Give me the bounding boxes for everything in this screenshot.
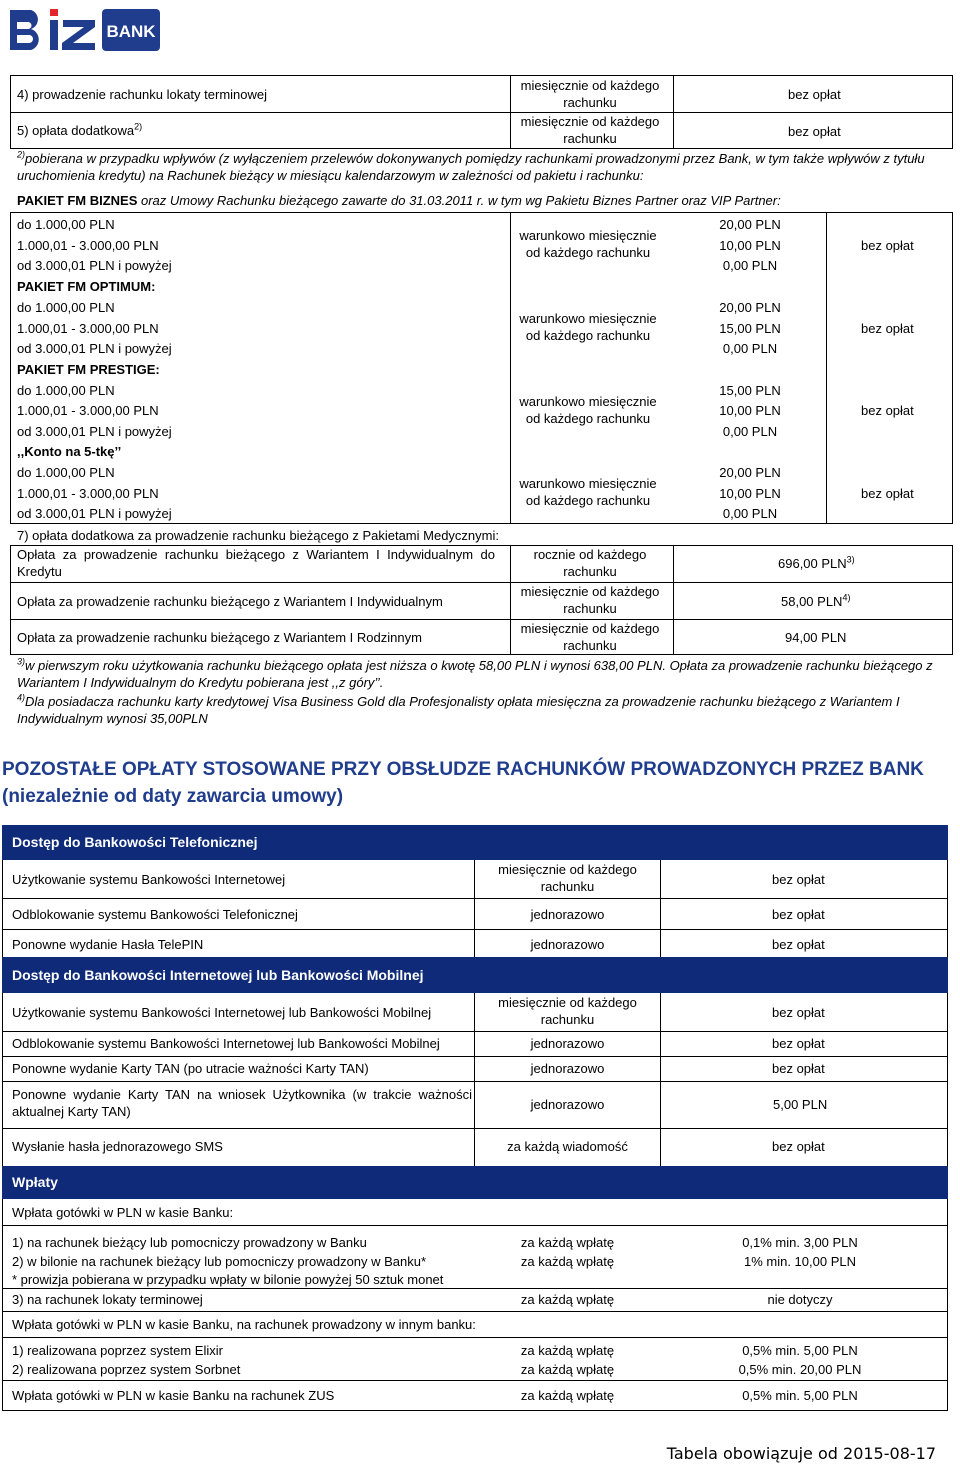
int-row3-frequency: jednorazowo (530, 1061, 605, 1076)
deposit-row1-frequency: za każdą wpłatę (520, 1235, 615, 1250)
pkg3-tier1: do 1.000,00 PLN (17, 383, 115, 398)
pkg4-amount1: 20,00 PLN (719, 465, 781, 480)
medical-row1-amount: 696,00 PLN$^{3)}$ (778, 554, 855, 571)
pkg4-tier3: od 3.000,01 PLN i powyżej (17, 506, 172, 521)
int-row2-fee: bez opłat (772, 1036, 825, 1051)
medical-heading: 7) opłata dodatkowa za prowadzenie rachunku bieżącego z Pakietami Medycznymi: (17, 528, 499, 543)
pkg3-amount3: 0,00 PLN (722, 424, 778, 439)
tel-row3-label: Ponowne wydanie Hasła TelePIN (12, 937, 204, 952)
validity-footer: Tabela obowiązuje od 2015-08-17 (666, 1444, 936, 1463)
deposit-row2-label: 2) w bilonie na rachunek bieżący lub pomocniczy prowadzony w Banku* (12, 1254, 427, 1269)
medical-row3-label: Opłata za prowadzenie rachunku bieżącego z Wariantem I Rodzinnym (17, 630, 422, 645)
pkg1-amount1: 20,00 PLN (719, 217, 781, 232)
pkg2-amount3: 0,00 PLN (722, 341, 778, 356)
pkg3-name: PAKIET FM PRESTIGE: (17, 362, 160, 377)
int-row5-fee: bez opłat (772, 1139, 825, 1154)
pkg2-tier3: od 3.000,01 PLN i powyżej (17, 341, 172, 356)
pkg4-fee: bez opłat (861, 486, 914, 501)
pkg2-frequency: warunkowo miesięcznie od każdego rachunku (519, 311, 657, 343)
pkg2-tier1: do 1.000,00 PLN (17, 300, 115, 315)
tel-row2-fee: bez opłat (772, 907, 825, 922)
int-row2-label: Odblokowanie systemu Bankowości Internetowej lub Bankowości Mobilnej (12, 1036, 440, 1051)
medical-row3-frequency: miesięcznie od każdego rachunku (520, 621, 660, 653)
deposit-other-row2-fee: 0,5% min. 20,00 PLN (738, 1362, 862, 1377)
tel-row3-fee: bez opłat (772, 937, 825, 952)
pkg4-amount3: 0,00 PLN (722, 506, 778, 521)
row4-frequency: miesięcznie od każdego rachunku (520, 78, 660, 110)
section-phone-banking: Dostęp do Bankowości Telefonicznej (2, 825, 948, 860)
footnote-2: $^{2)}$pobierana w przypadku wpływów (z wyłączeniem przelewów dokonywanych pomiędzy rachunkami prowadzonymi przez Bank, w tym także wpływów z tytułu uruchomienia kredytu) na Rachunek bieżący w miesiącu kalendarzowym w zależności od pakietu i rachunku: (17, 149, 925, 183)
svg-text:BANK: BANK (106, 22, 156, 41)
medical-row2-amount: 58,00 PLN$^{4)}$ (781, 592, 851, 609)
deposit-zus-frequency: za każdą wpłatę (520, 1388, 615, 1403)
section-heading-line2: (niezależnie od daty zawarcia umowy) (2, 786, 344, 807)
pkg1-frequency: warunkowo miesięcznie od każdego rachunku (519, 228, 657, 260)
tel-row1-label: Użytkowanie systemu Bankowości Internetowej (12, 872, 286, 887)
pkg2-fee: bez opłat (861, 321, 914, 336)
pkg3-fee: bez opłat (861, 403, 914, 418)
int-row1-frequency: miesięcznie od każdego rachunku (498, 995, 637, 1027)
medical-row1-label: Opłata za prowadzenie rachunku bieżącego z Wariantem I Indywidualnym do Kredytu (17, 547, 495, 579)
biznes-heading: PAKIET FM BIZNES oraz Umowy Rachunku bieżącego zawarte do 31.03.2011 r. w tym wg Pakietu Biznes Partner oraz VIP Partner: (17, 193, 781, 208)
section-heading (2, 756, 947, 810)
pkg3-tier3: od 3.000,01 PLN i powyżej (17, 424, 172, 439)
deposit-other-row2-label: 2) realizowana poprzez system Sorbnet (12, 1362, 241, 1377)
deposit-row3-label: 3) na rachunek lokaty terminowej (12, 1292, 203, 1307)
pkg3-amount1: 15,00 PLN (719, 383, 781, 398)
pkg1-tier2: 1.000,01 - 3.000,00 PLN (17, 238, 159, 253)
pkg2-tier2: 1.000,01 - 3.000,00 PLN (17, 321, 159, 336)
deposit-other-row1-fee: 0,5% min. 5,00 PLN (742, 1343, 858, 1358)
deposit-row1-label: 1) na rachunek bieżący lub pomocniczy prowadzony w Banku (12, 1235, 367, 1250)
medical-row2-label: Opłata za prowadzenie rachunku bieżącego z Wariantem I Indywidualnym (17, 594, 443, 609)
section-heading-line1: POZOSTAŁE OPŁATY STOSOWANE PRZY OBSŁUDZE RACHUNKÓW PROWADZONYCH PRZEZ BANK (2, 759, 924, 780)
int-row5-label: Wysłanie hasła jednorazowego SMS (12, 1139, 223, 1154)
deposit-note: * prowizja pobierana w przypadku wpłaty w bilonie powyżej 50 sztuk monet (12, 1272, 444, 1287)
medical-row3-amount: 94,00 PLN (785, 630, 847, 645)
footnote-4: $^{4)}$Dla posiadacza rachunku karty kredytowej Visa Business Gold dla Profesjonalisty opłata miesięczna za prowadzenie rachunku bieżącego z Wariantem I Indywidualnym wynosi 35,00PLN (17, 692, 900, 726)
deposit-sub2: Wpłata gotówki w PLN w kasie Banku, na rachunek prowadzony w innym banku: (12, 1317, 476, 1332)
row4-fee: bez opłat (788, 87, 841, 102)
tel-row1-fee: bez opłat (772, 872, 825, 887)
pkg1-amount3: 0,00 PLN (722, 258, 778, 273)
deposit-sub1: Wpłata gotówki w PLN w kasie Banku: (12, 1205, 234, 1220)
row5-fee: bez opłat (788, 124, 841, 139)
row5-frequency: miesięcznie od każdego rachunku (520, 114, 660, 146)
int-row4-frequency: jednorazowo (530, 1097, 605, 1112)
int-row1-fee: bez opłat (772, 1005, 825, 1020)
section-internet-banking: Dostęp do Bankowości Internetowej lub Bankowości Mobilnej (2, 957, 948, 993)
pkg2-name: PAKIET FM OPTIMUM: (17, 279, 156, 294)
pkg4-frequency: warunkowo miesięcznie od każdego rachunku (519, 476, 657, 508)
pkg2-amount1: 20,00 PLN (719, 300, 781, 315)
bank-logo (10, 6, 162, 54)
deposit-row2-fee: 1% min. 10,00 PLN (743, 1254, 856, 1269)
deposit-row3-frequency: za każdą wpłatę (520, 1292, 615, 1307)
deposit-row2-frequency: za każdą wpłatę (520, 1254, 615, 1269)
deposit-zus-label: Wpłata gotówki w PLN w kasie Banku na rachunek ZUS (12, 1388, 335, 1403)
tel-row2-label: Odblokowanie systemu Bankowości Telefonicznej (12, 907, 298, 922)
tel-row2-frequency: jednorazowo (530, 907, 605, 922)
int-row4-fee: 5,00 PLN (773, 1097, 828, 1112)
int-row5-frequency: za każdą wiadomość (507, 1139, 628, 1154)
pkg4-name: ,,Konto na 5-tkę’’ (17, 444, 122, 459)
pkg1-tier1: do 1.000,00 PLN (17, 217, 115, 232)
pkg2-amount2: 15,00 PLN (719, 321, 781, 336)
pkg3-tier2: 1.000,01 - 3.000,00 PLN (17, 403, 159, 418)
deposit-zus-fee: 0,5% min. 5,00 PLN (742, 1388, 858, 1403)
biz-bank-logo-icon (10, 6, 162, 54)
int-row4-label: Ponowne wydanie Karty TAN na wniosek Użytkownika (w trakcie ważności aktualnej Karty TAN) (12, 1087, 472, 1119)
medical-row1-frequency: rocznie od każdego rachunku (533, 547, 647, 579)
int-row1-label: Użytkowanie systemu Bankowości Internetowej lub Bankowości Mobilnej (12, 1005, 432, 1020)
int-row3-label: Ponowne wydanie Karty TAN (po utracie ważności Karty TAN) (12, 1061, 369, 1076)
tel-row3-frequency: jednorazowo (530, 937, 605, 952)
pkg3-frequency: warunkowo miesięcznie od każdego rachunku (519, 394, 657, 426)
pkg1-amount2: 10,00 PLN (719, 238, 781, 253)
tel-row1-frequency: miesięcznie od każdego rachunku (498, 862, 637, 894)
pkg3-amount2: 10,00 PLN (719, 403, 781, 418)
deposit-other-row1-label: 1) realizowana poprzez system Elixir (12, 1343, 223, 1358)
deposit-other-row1-frequency: za każdą wpłatę (520, 1343, 615, 1358)
int-row3-fee: bez opłat (772, 1061, 825, 1076)
deposit-row3-fee: nie dotyczy (767, 1292, 833, 1307)
pkg4-tier2: 1.000,01 - 3.000,00 PLN (17, 486, 159, 501)
footnote-3: $^{3)}$w pierwszym roku użytkowania rachunku bieżącego opłata jest niższa o kwotę 58,00 PLN i wynosi 638,00 PLN. Opłata za prowadzenie rachunku bieżącego z Wariantem I Indywidualnym do Kredytu pobierana jest ,,z góry’’. (17, 656, 933, 690)
pkg1-tier3: od 3.000,01 PLN i powyżej (17, 258, 172, 273)
medical-row2-frequency: miesięcznie od każdego rachunku (520, 584, 660, 616)
deposit-other-row2-frequency: za każdą wpłatę (520, 1362, 615, 1377)
row4-label: 4) prowadzenie rachunku lokaty terminowej (17, 87, 268, 102)
int-row2-frequency: jednorazowo (530, 1036, 605, 1051)
pkg4-tier1: do 1.000,00 PLN (17, 465, 115, 480)
pkg1-fee: bez opłat (861, 238, 914, 253)
deposit-row1-fee: 0,1% min. 3,00 PLN (742, 1235, 858, 1250)
pkg4-amount2: 10,00 PLN (719, 486, 781, 501)
section-deposits: Wpłaty (2, 1166, 948, 1199)
row5-label: 5) opłata dodatkowa$^{2)}$ (17, 121, 143, 138)
